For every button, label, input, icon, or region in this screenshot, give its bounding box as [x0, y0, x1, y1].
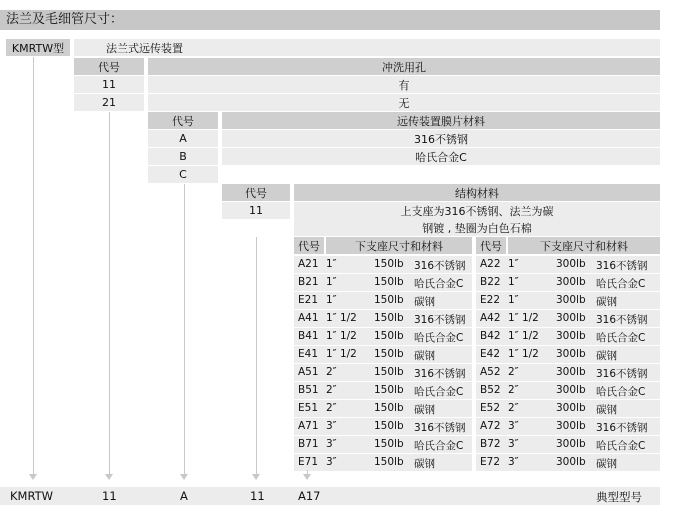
- l5-size: 2″: [508, 402, 519, 414]
- l5-code: B72: [480, 438, 501, 450]
- l5-rating: 150lb: [374, 258, 404, 270]
- l5-rating: 150lb: [374, 330, 404, 342]
- l5-code: B51: [298, 384, 319, 396]
- l5-mat: 碳钢: [596, 404, 617, 416]
- l4-code-header: 代号: [222, 184, 290, 201]
- l4-value-line2: 钢镀 , 垫圈为白色石棉: [294, 219, 660, 236]
- l5-code: A72: [480, 420, 501, 432]
- l5-rating: 300lb: [556, 366, 586, 378]
- l3-code: B: [148, 148, 218, 165]
- l3-code-header: 代号: [148, 112, 218, 129]
- l5-mat: 碳钢: [596, 458, 617, 470]
- l2-value: 无: [148, 94, 660, 111]
- l5-size: 1″ 1/2: [508, 348, 539, 360]
- model-label: KMRTW型: [6, 39, 70, 56]
- l5-rating: 300lb: [556, 456, 586, 468]
- l5-code: A41: [298, 312, 319, 324]
- l5-code: E52: [480, 402, 500, 414]
- l5-rating: 150lb: [374, 456, 404, 468]
- example-c3: A: [180, 489, 188, 503]
- example-label: 典型型号: [596, 490, 642, 504]
- l5-rating: 300lb: [556, 402, 586, 414]
- l5-size: 3″: [508, 456, 519, 468]
- l5-name-header-right: 下支座尺寸和材料: [508, 237, 660, 254]
- l5-code: A22: [480, 258, 501, 270]
- l4-value-line1: 上支座为316不锈钢、法兰为碳: [294, 202, 660, 219]
- l5-code: B41: [298, 330, 319, 342]
- l5-rating: 300lb: [556, 312, 586, 324]
- l5-rating: 300lb: [556, 258, 586, 270]
- l5-mat: 316不锈钢: [414, 368, 466, 380]
- l5-rating: 150lb: [374, 312, 404, 324]
- l5-mat: 316不锈钢: [414, 422, 466, 434]
- l5-mat: 哈氏合金C: [414, 332, 464, 344]
- l5-code: E21: [298, 294, 318, 306]
- l5-size: 3″: [326, 456, 337, 468]
- section-title: 法兰及毛细管尺寸：: [0, 10, 660, 30]
- l5-rating: 150lb: [374, 384, 404, 396]
- l5-rating: 150lb: [374, 438, 404, 450]
- l5-mat: 碳钢: [414, 296, 435, 308]
- l2-value: 有: [148, 76, 660, 93]
- l5-code: E42: [480, 348, 500, 360]
- l5-mat: 316不锈钢: [414, 314, 466, 326]
- example-c5: A17: [298, 489, 321, 503]
- l5-mat: 碳钢: [596, 296, 617, 308]
- l5-code: B71: [298, 438, 319, 450]
- l5-rating: 300lb: [556, 384, 586, 396]
- l5-code: A42: [480, 312, 501, 324]
- l5-code: E71: [298, 456, 318, 468]
- l5-code: A51: [298, 366, 319, 378]
- l5-code: E51: [298, 402, 318, 414]
- l5-name-header-left: 下支座尺寸和材料: [326, 237, 472, 254]
- l5-size: 1″ 1/2: [326, 348, 357, 360]
- l5-rating: 150lb: [374, 276, 404, 288]
- l5-code: B42: [480, 330, 501, 342]
- l5-code: B21: [298, 276, 319, 288]
- l5-rating: 300lb: [556, 420, 586, 432]
- l5-rating: 300lb: [556, 348, 586, 360]
- l5-code: B52: [480, 384, 501, 396]
- l5-mat: 哈氏合金C: [596, 440, 646, 452]
- l5-code: B22: [480, 276, 501, 288]
- l5-mat: 哈氏合金C: [596, 386, 646, 398]
- l5-size: 3″: [326, 420, 337, 432]
- l5-mat: 哈氏合金C: [596, 332, 646, 344]
- l5-size: 1″ 1/2: [326, 330, 357, 342]
- l5-code: A21: [298, 258, 319, 270]
- l5-mat: 碳钢: [414, 350, 435, 362]
- l5-mat: 316不锈钢: [414, 260, 466, 272]
- l5-rating: 300lb: [556, 438, 586, 450]
- l5-mat: 哈氏合金C: [414, 386, 464, 398]
- l3-code: C: [148, 166, 218, 183]
- l5-code-header-left: 代号: [294, 237, 324, 254]
- l5-mat: 哈氏合金C: [414, 440, 464, 452]
- example-bar: [0, 487, 660, 505]
- l3-value: 316不锈钢: [222, 130, 660, 147]
- l5-size: 3″: [508, 438, 519, 450]
- l5-size: 1″: [326, 258, 337, 270]
- l5-rating: 300lb: [556, 330, 586, 342]
- l5-mat: 碳钢: [596, 350, 617, 362]
- example-c4: 11: [250, 489, 265, 503]
- l5-rating: 150lb: [374, 402, 404, 414]
- l3-name-header: 远传装置膜片材料: [222, 112, 660, 129]
- l5-mat: 碳钢: [414, 404, 435, 416]
- l3-value: 哈氏合金C: [222, 148, 660, 165]
- l4-code: 11: [222, 202, 290, 219]
- l5-rating: 300lb: [556, 276, 586, 288]
- l5-mat: 316不锈钢: [596, 260, 648, 272]
- l5-size: 1″: [326, 294, 337, 306]
- l5-mat: 哈氏合金C: [414, 278, 464, 290]
- l5-code-header-right: 代号: [476, 237, 506, 254]
- l5-code: E22: [480, 294, 500, 306]
- l5-mat: 316不锈钢: [596, 314, 648, 326]
- l5-size: 2″: [326, 366, 337, 378]
- l5-mat: 碳钢: [414, 458, 435, 470]
- l5-size: 2″: [508, 366, 519, 378]
- l2-code: 21: [74, 94, 144, 111]
- l5-size: 2″: [326, 402, 337, 414]
- l5-size: 1″: [326, 276, 337, 288]
- l5-rating: 150lb: [374, 348, 404, 360]
- l5-mat: 316不锈钢: [596, 368, 648, 380]
- l5-size: 3″: [326, 438, 337, 450]
- l4-name-header: 结构材料: [294, 184, 660, 201]
- example-model: KMRTW: [10, 489, 54, 503]
- l5-code: E72: [480, 456, 500, 468]
- model-desc: 法兰式远传装置: [74, 39, 660, 56]
- l5-size: 1″ 1/2: [508, 312, 539, 324]
- l5-size: 2″: [508, 384, 519, 396]
- l5-rating: 150lb: [374, 294, 404, 306]
- l5-mat: 316不锈钢: [596, 422, 648, 434]
- l5-code: E41: [298, 348, 318, 360]
- l2-code-header: 代号: [74, 58, 144, 75]
- l5-mat: 哈氏合金C: [596, 278, 646, 290]
- l2-code: 11: [74, 76, 144, 93]
- l5-size: 2″: [326, 384, 337, 396]
- l2-name-header: 冲洗用孔: [148, 58, 660, 75]
- l5-code: A52: [480, 366, 501, 378]
- l5-size: 1″: [508, 294, 519, 306]
- l5-size: 1″: [508, 276, 519, 288]
- l5-rating: 300lb: [556, 294, 586, 306]
- l5-size: 3″: [508, 420, 519, 432]
- l3-code: A: [148, 130, 218, 147]
- l5-rating: 150lb: [374, 366, 404, 378]
- l5-size: 1″ 1/2: [326, 312, 357, 324]
- example-c2: 11: [102, 489, 117, 503]
- l5-size: 1″ 1/2: [508, 330, 539, 342]
- l5-size: 1″: [508, 258, 519, 270]
- l5-code: A71: [298, 420, 319, 432]
- l5-rating: 150lb: [374, 420, 404, 432]
